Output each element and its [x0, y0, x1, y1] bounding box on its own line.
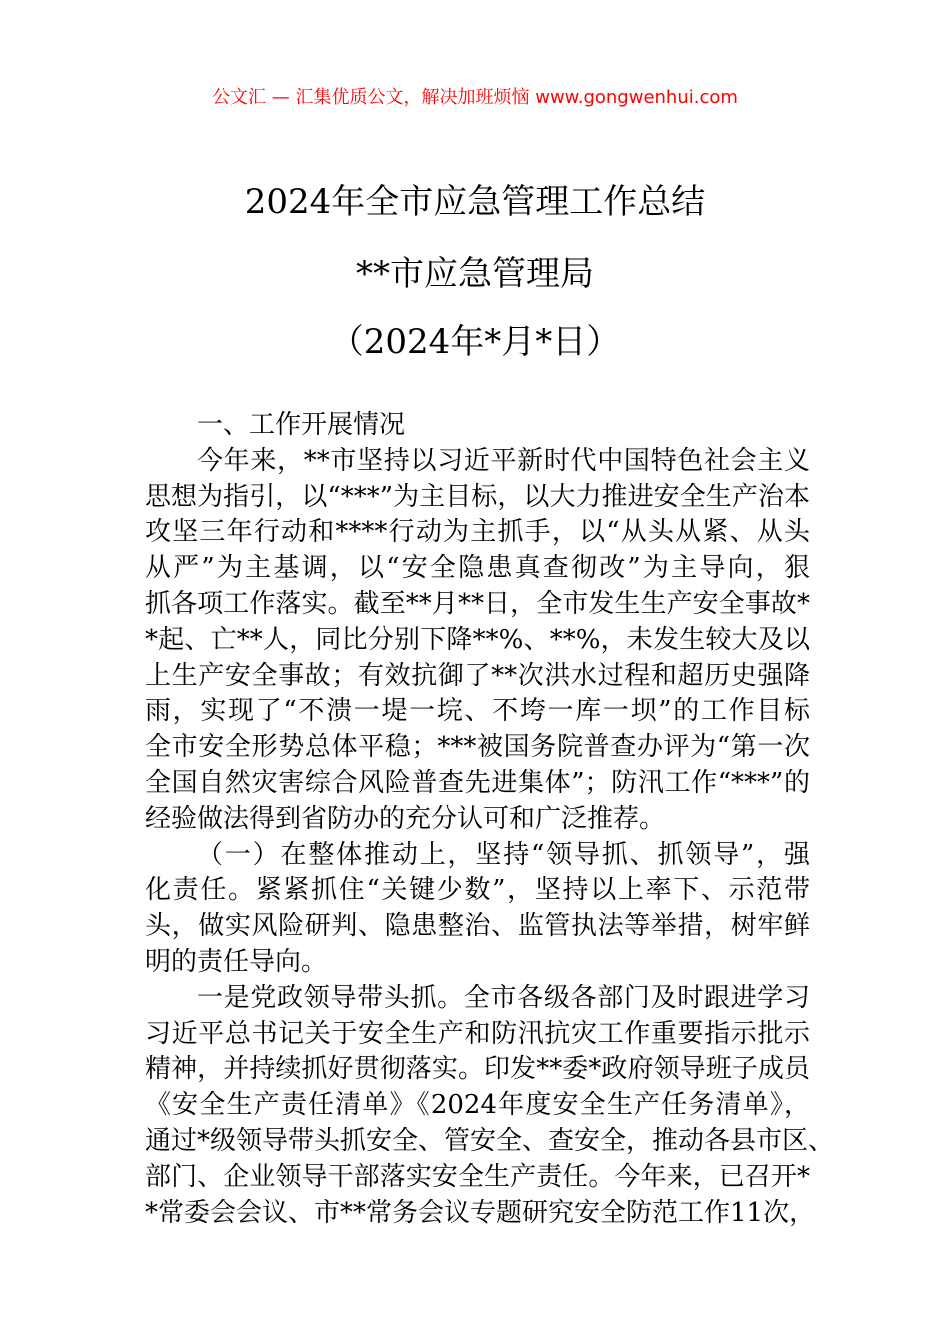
paragraph-line: 部门、企业领导干部落实安全生产责任。今年来，已召开*	[145, 1161, 810, 1192]
paragraph-line: 从严”为主基调，以“安全隐患真查彻改”为主导向，狠	[145, 553, 810, 584]
paragraph-line: *常委会会议、市**常务会议专题研究安全防范工作11次，	[145, 1197, 816, 1228]
section-heading: 一、工作开展情况	[197, 410, 406, 440]
paragraph-line: 化责任。紧紧抓住“关键少数”，坚持以上率下、示范带	[145, 875, 810, 906]
paragraph-line: 全国自然灾害综合风险普查先进集体”；防汛工作“***”的	[145, 767, 810, 798]
paragraph-line: 雨，实现了“不溃一堤一垸、不垮一库一坝”的工作目标	[145, 696, 810, 727]
site-banner: 公文汇 — 汇集优质公文，解决加班烦恼 www.gongwenhui.com	[212, 87, 738, 108]
paragraph-line: 今年来，**市坚持以习近平新时代中国特色社会主义	[197, 445, 810, 476]
paragraph-line: 上生产安全事故；有效抗御了**次洪水过程和超历史强降	[145, 660, 810, 691]
subsection-heading: （一）在整体推动上，坚持“领导抓、抓领导”，强	[197, 839, 810, 870]
paragraph-line: 《安全生产责任清单》《2024年度安全生产任务清单》，	[145, 1090, 810, 1121]
document-title: 2024年全市应急管理工作总结	[244, 182, 706, 222]
document-issuer: **市应急管理局	[356, 254, 594, 294]
paragraph-line: 思想为指引，以“***”为主目标，以大力推进安全生产治本	[145, 481, 810, 512]
paragraph-line: 抓各项工作落实。截至**月**日，全市发生生产安全事故*	[145, 588, 810, 619]
document-date: （2024年*月*日）	[329, 322, 621, 362]
paragraph-line: 一是党政领导带头抓。全市各级各部门及时跟进学习	[197, 982, 810, 1013]
paragraph-line: *起、亡**人，同比分别下降**%、**%，未发生较大及以	[145, 624, 810, 655]
paragraph-line: 通过*级领导带头抓安全、管安全、查安全，推动各县市区、	[145, 1125, 835, 1156]
paragraph-line: 经验做法得到省防办的充分认可和广泛推荐。	[145, 803, 666, 834]
paragraph-line: 头，做实风险研判、隐患整治、监管执法等举措，树牢鲜	[145, 911, 810, 942]
paragraph-line: 攻坚三年行动和****行动为主抓手，以“从头从紧、从头	[145, 517, 810, 548]
paragraph-line: 习近平总书记关于安全生产和防汛抗灾工作重要指示批示	[145, 1018, 810, 1049]
paragraph-line: 精神，并持续抓好贯彻落实。印发**委*政府领导班子成员	[145, 1054, 810, 1085]
paragraph-line: 全市安全形势总体平稳；***被国务院普查办评为“第一次	[145, 732, 810, 763]
document-body	[145, 408, 835, 1231]
paragraph-line: 明的责任导向。	[145, 946, 328, 977]
